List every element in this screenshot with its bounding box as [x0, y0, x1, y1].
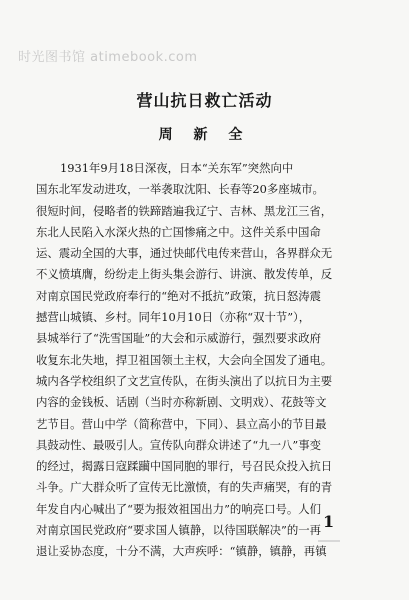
body-line: 东北人民陷入水深火热的亡国惨痛之中。这件关系中国命	[36, 224, 321, 239]
article-body	[36, 158, 372, 563]
body-line: 的经过，揭露日寇蹂躏中国同胞的罪行，号召民众投入抗日	[36, 459, 333, 474]
body-line: 运、震动全国的大事，通过快邮代电传来营山，各界群众无	[36, 246, 333, 261]
article-author: 周 新 全	[158, 127, 251, 143]
body-line: 艺节目。营山中学（简称营中，下同）、县立高小的节目最	[36, 416, 327, 431]
body-line: 年发自内心喊出了“要为报效祖国出力”的响亮口号。人们	[36, 501, 322, 516]
body-line: 退让妥协态度，十分不满，大声疾呼：“镇静，镇静，再镇	[36, 544, 327, 559]
body-line: 斗争。广大群众听了宣传无比激愤，有的失声痛哭，有的青	[36, 480, 333, 495]
body-line: 内容的金钱板、话剧（当时亦称新剧、文明戏）、花鼓等文	[36, 395, 327, 410]
page-number-underline	[318, 540, 340, 542]
body-line: 不义愤填膺，纷纷走上街头集会游行、讲演、散发传单，反	[36, 267, 333, 282]
body-line: 对南京国民党政府“要求国人镇静，以待国联解决”的一再	[36, 523, 322, 538]
body-line: 县城举行了“洗雪国耻”的大会和示威游行，强烈要求政府	[36, 331, 322, 346]
body-line: 具鼓动性、最吸引人。宣传队向群众讲述了“九一八”事变	[36, 437, 322, 452]
site-watermark: 时光图书馆 atimebook.com	[18, 50, 198, 65]
page-number: 1	[323, 512, 335, 531]
body-line: 很短时间，侵略者的铁蹄踏遍我辽宁、吉林、黑龙江三省，	[36, 203, 333, 218]
body-line: 国东北军发动进攻，一举袭取沈阳、长春等20多座城市。	[36, 182, 324, 197]
article-title: 营山抗日救亡活动	[136, 91, 273, 110]
body-line: 1931年9月18日深夜，日本“关东军”突然向中	[60, 161, 294, 175]
body-line: 城内各学校组织了文艺宣传队，在街头演出了以抗日为主要	[36, 373, 333, 388]
body-line: 撼营山城镇、乡村。同年10月10日（亦称“双十节”），	[36, 310, 311, 325]
body-line: 收复东北失地，捍卫祖国领土主权，大会向全国发了通电。	[36, 352, 333, 367]
body-line: 对南京国民党政府奉行的“绝对不抵抗”政策，抗日怒涛震	[36, 288, 322, 303]
